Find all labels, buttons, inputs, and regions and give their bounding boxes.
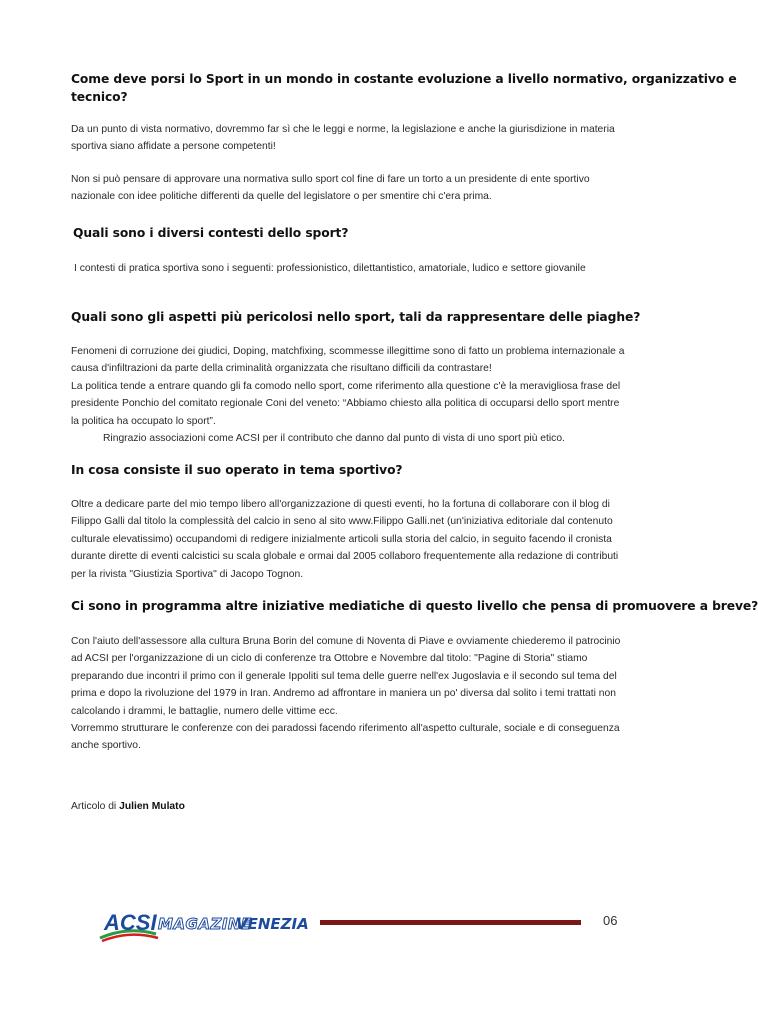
logo-magazine-text: MAGAZINE xyxy=(158,915,252,933)
section-4-question: In cosa consiste il suo operato in tema sportivo? xyxy=(71,463,403,477)
author-prefix: Articolo di xyxy=(71,801,117,812)
section-3-paragraph-1: Fenomeni di corruzione dei giudici, Doping, matchfixing, scommesse illegittime sono di fatto un problema internazionale a causa d'infiltrazioni da parte della criminalità organizzata che risultano difficili da contrastare! La politica tende a entrare quando gli fa comodo nello sport, come riferimento alla questione c'è la meravigliosa frase del presidente Ponchio del comitato regionale Coni del veneto: “Abbiamo chiesto alla politica di occuparsi dello sport mentre la politica ha occupato lo sport”. Ringrazio associazioni come ACSI per il contributo che danno dal punto di vista di uno sport più etico. xyxy=(71,346,625,445)
page-number: 06 xyxy=(603,913,618,928)
section-1-paragraph-2: Non si può pensare di approvare una normativa sullo sport col fine di fare un torto a un presidente di ente sportivo nazionale con idee politiche differenti da quelle del legislatore o per smentire chi c'era prima. xyxy=(71,174,590,203)
section-1-question: Come deve porsi lo Sport in un mondo in costante evoluzione a livello normativo, organizzativo e tecnico? xyxy=(71,72,737,104)
section-2-question: Quali sono i diversi contesti dello sport? xyxy=(73,226,349,240)
section-3-question: Quali sono gli aspetti più pericolosi nello sport, tali da rappresentare delle piaghe? xyxy=(71,310,641,324)
section-5-question: Ci sono in programma altre iniziative mediatiche di questo livello che pensa di promuovere a breve? xyxy=(71,599,758,613)
section-5-paragraph-1: Con l'aiuto dell'assessore alla cultura Bruna Borin del comune di Noventa di Piave e ovviamente chiederemo il patrocinio ad ACSI per l'organizzazione di un ciclo di conferenze tra Ottobre e Novembre dal titolo: "Pagine di Storia" stiamo preparando due incontri il primo con il generale Ippoliti sul tema delle guerre nell'ex Jugoslavia e il secondo sul tema del prima e dopo la rivoluzione del 1979 in Iran. Andremo ad affrontare in maniera un po' diversa dal solito i temi trattati non calcolando i drammi, le battaglie, numero delle vittime ecc. Vorremmo strutturare le conferenze con dei paradossi facendo riferimento all'aspetto culturale, sociale e di conseguenza anche sportivo. xyxy=(71,636,621,752)
section-1-paragraph-1: Da un punto di vista normativo, dovremmo far sì che le leggi e norme, la legislazione e anche la giurisdizione in materia sportiva siano affidate a persone competenti! xyxy=(71,124,615,153)
footer-divider-bar xyxy=(320,920,581,925)
logo-acsi-text: ACSI xyxy=(104,910,157,935)
article-author xyxy=(71,800,185,814)
section-2-paragraph-1: I contesti di pratica sportiva sono i seguenti: professionistico, dilettantistico, amatoriale, ludico e settore giovanile xyxy=(74,263,586,274)
author-name: Julien Mulato xyxy=(119,801,185,812)
acsi-magazine-venezia-logo xyxy=(98,908,309,942)
section-4-paragraph-1: Oltre a dedicare parte del mio tempo libero all'organizzazione di questi eventi, ho la fortuna di collaborare con il blog di Filippo Galli dal titolo la complessità del calcio in seno al sito www.Filippo Galli.net (un'iniziativa editoriale dal contenuto culturale elevatissimo) occupandomi di redigere inizialmente articoli sulla storia del calcio, in seguito facendo il cronista durante dirette di eventi calcistici su scala globale e ormai dal 2005 collaboro frequentemente alla redazione di contributi per la rivista "Giustizia Sportiva" di Jacopo Tognon. xyxy=(71,499,619,580)
logo-venezia-text: VENEZIA xyxy=(236,915,309,933)
